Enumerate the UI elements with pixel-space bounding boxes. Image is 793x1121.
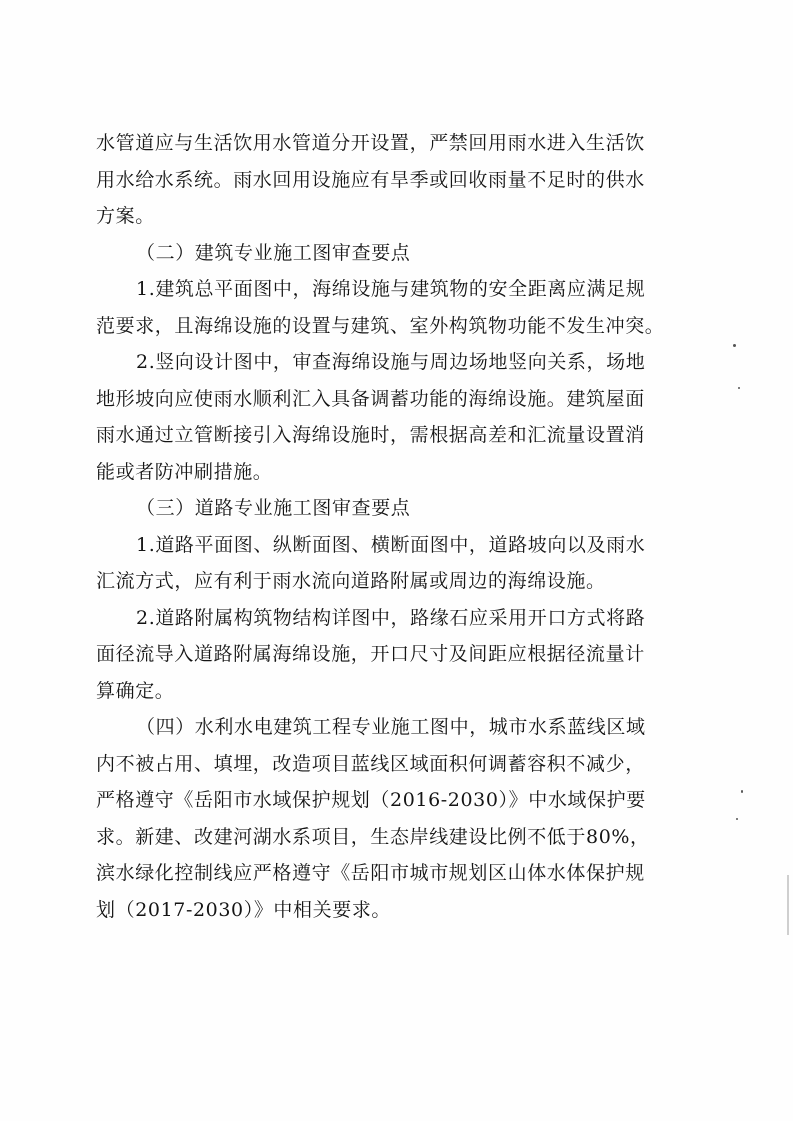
scan-speck bbox=[736, 818, 738, 820]
text-line: 方案。 bbox=[96, 205, 155, 227]
scan-speck bbox=[733, 344, 736, 347]
section-heading: （三）道路专业施工图审查要点 bbox=[136, 497, 411, 519]
text-line: 求。新建、改建河湖水系项目，生态岸线建设比例不低于80%， bbox=[96, 825, 650, 848]
scan-speck bbox=[738, 387, 740, 389]
text-line: 2.竖向设计图中，审查海绵设施与周边场地竖向关系，场地 bbox=[136, 351, 646, 373]
text-line: 算确定。 bbox=[96, 679, 175, 702]
text-line: 2.道路附属构筑物结构详图中，路缘石应采用开口方式将路 bbox=[136, 606, 646, 629]
text-line: 雨水通过立管断接引入海绵设施时，需根据高差和汇流量设置消 bbox=[96, 424, 645, 446]
section-heading: （二）建筑专业施工图审查要点 bbox=[136, 241, 411, 264]
section-heading: （四）水利水电建筑工程专业施工图中，城市水系蓝线区域 bbox=[136, 716, 646, 738]
scan-edge-shadow bbox=[787, 875, 789, 935]
text-line: 内不被占用、填埋，改造项目蓝线区域面积何调蓄容积不减少， bbox=[96, 752, 645, 775]
text-line: 面径流导入道路附属海绵设施，开口尺寸及间距应根据径流量计 bbox=[96, 643, 645, 665]
text-line: 用水给水系统。雨水回用设施应有旱季或回收雨量不足时的供水 bbox=[96, 168, 645, 191]
text-line: 地形坡向应使雨水顺利汇入具备调蓄功能的海绵设施。建筑屋面 bbox=[96, 387, 645, 410]
text-line: 1.道路平面图、纵断面图、横断面图中，道路坡向以及雨水 bbox=[136, 533, 646, 556]
text-line: 水管道应与生活饮用水管道分开设置，严禁回用雨水进入生活饮 bbox=[96, 132, 645, 154]
document-body bbox=[96, 125, 696, 928]
text-line: 1.建筑总平面图中，海绵设施与建筑物的安全距离应满足规 bbox=[136, 278, 646, 300]
text-line: 能或者防冲刷措施。 bbox=[96, 460, 273, 483]
text-line: 范要求，且海绵设施的设置与建筑、室外构筑物功能不发生冲突。 bbox=[96, 314, 665, 337]
text-line: 严格遵守《岳阳市水域保护规划（2016-2030）》中水域保护要 bbox=[96, 789, 646, 811]
scan-speck bbox=[741, 790, 743, 793]
text-line: 汇流方式，应有利于雨水流向道路附属或周边的海绵设施。 bbox=[96, 570, 606, 592]
text-line: 滨水绿化控制线应严格遵守《岳阳市城市规划区山体水体保护规 bbox=[96, 862, 645, 884]
text-line: 划（2017-2030）》中相关要求。 bbox=[96, 898, 392, 921]
